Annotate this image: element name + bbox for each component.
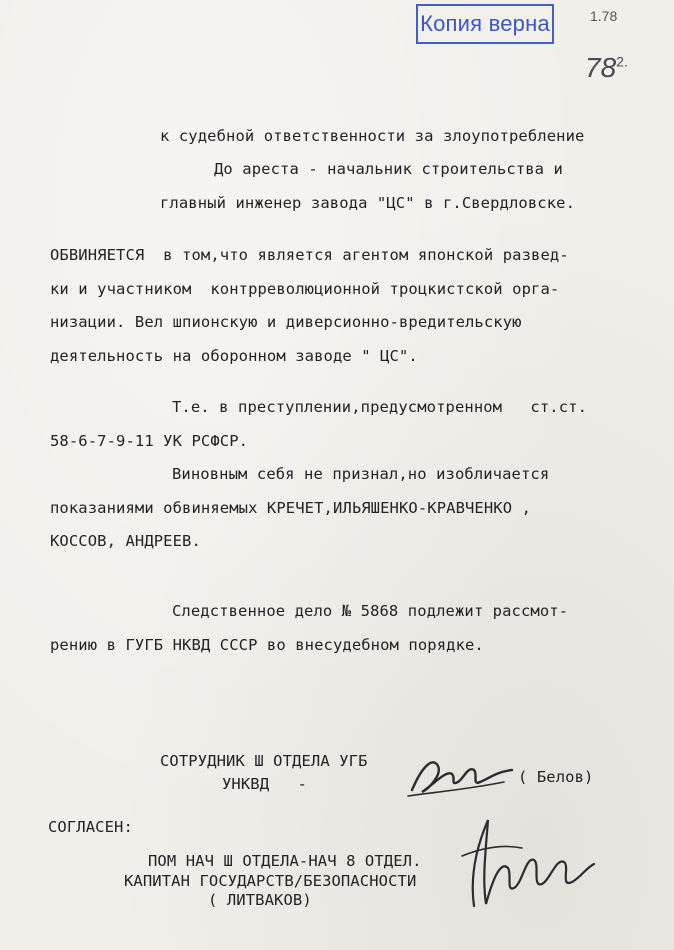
officer-title-line2: УНКВД - xyxy=(222,775,307,793)
copy-verified-stamp: Копия верна xyxy=(416,4,554,44)
sheet-page-main: 78 xyxy=(585,52,617,83)
body-line-10: Виновным себя не признал,но изобличается xyxy=(172,465,550,483)
body-line-12: КОССОВ, АНДРЕЕВ. xyxy=(50,532,201,550)
body-line-2: До ареста - начальник строительства и xyxy=(214,160,563,178)
litvakov-signature-icon xyxy=(452,808,602,918)
sheet-page-number xyxy=(585,52,628,84)
chief-name: ( ЛИТВАКОВ) xyxy=(208,891,312,909)
body-line-7: деятельность на оборонном заводе " ЦС". xyxy=(50,347,418,365)
body-line-8: Т.е. в преступлении,предусмотренном ст.ст. xyxy=(172,398,587,416)
agreed-label: СОГЛАСЕН: xyxy=(48,818,133,836)
body-line-1: к судебной ответственности за злоупотребление xyxy=(160,127,585,145)
body-line-13: Следственное дело № 5868 подлежит рассмот- xyxy=(172,602,569,620)
sheet-number-top: 1.78 xyxy=(590,8,618,24)
body-line-5: ки и участником контрреволюционной троцкистской орга- xyxy=(50,280,560,298)
body-line-9: 58-6-7-9-11 УК РСФСР. xyxy=(50,432,249,450)
body-line-6: низации. Вел шпионскую и диверсионно-вредительскую xyxy=(50,313,522,331)
belov-signature-icon xyxy=(404,752,520,804)
sheet-page-sup: 2. xyxy=(616,53,628,70)
officer-name: ( Белов) xyxy=(518,768,594,786)
body-line-3: главный инженер завода "ЦС" в г.Свердловске. xyxy=(160,194,575,212)
chief-title-line2: КАПИТАН ГОСУДАРСТВ/БЕЗОПАСНОСТИ xyxy=(124,872,417,890)
officer-title-line1: СОТРУДНИК Ш ОТДЕЛА УГБ xyxy=(160,752,368,770)
body-line-11: показаниями обвиняемых КРЕЧЕТ,ИЛЬЯШЕНКО-КРАВЧЕНКО , xyxy=(50,499,532,517)
body-line-4: ОБВИНЯЕТСЯ в том,что является агентом японской развед- xyxy=(50,246,569,264)
chief-title-line1: ПОМ НАЧ Ш ОТДЕЛА-НАЧ 8 ОТДЕЛ. xyxy=(148,852,422,870)
body-line-14: рению в ГУГБ НКВД СССР во внесудебном порядке. xyxy=(50,636,484,654)
